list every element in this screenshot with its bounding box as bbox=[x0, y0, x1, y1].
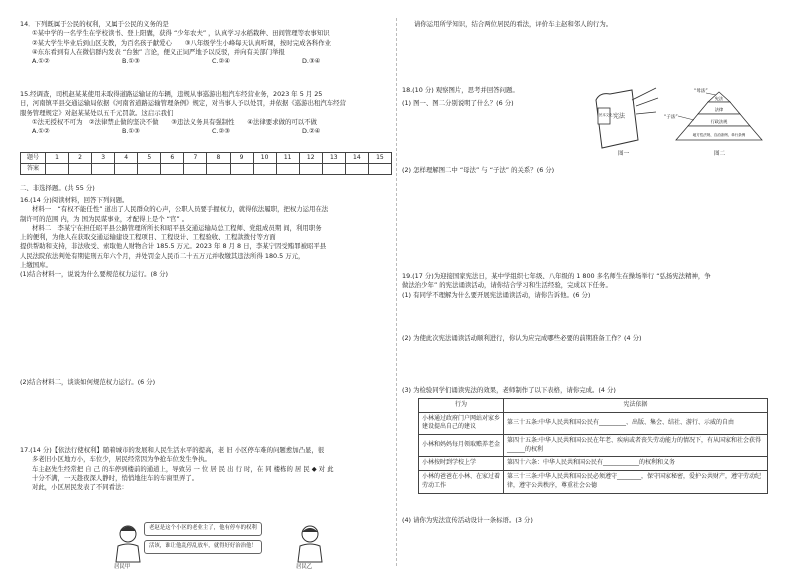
question-15 bbox=[20, 90, 392, 136]
right-column bbox=[402, 0, 774, 580]
q14-choice-b[interactable]: B.①③ bbox=[122, 57, 140, 66]
resident-b-label: 居民乙 bbox=[296, 564, 313, 570]
q15-line-3: 服务管理规定》对赵某某处以五千元罚款。这启示我们 bbox=[20, 108, 174, 117]
question-16 bbox=[20, 196, 392, 280]
answer-number: 4 bbox=[115, 153, 138, 164]
answer-cell[interactable] bbox=[115, 164, 138, 175]
q16-material-2-line-4: 人民法院依法判处有期徒刑五年六个月，并处罚金人民币二十五万元并收缴其违法所得 180.5 万元， bbox=[20, 251, 305, 260]
answer-number: 9 bbox=[230, 153, 253, 164]
q18-head: 18.(10 分) 观察图片，思考并回答问题。 bbox=[402, 86, 519, 94]
answer-cell[interactable] bbox=[92, 164, 115, 175]
q15-line-4: ①法无授权不可为 ②法律禁止做的坚决不做 ③违法义务具有强制性 ④法律要求做的可以不做 bbox=[32, 117, 317, 126]
row-action: 小林按时到学校上学 bbox=[419, 457, 504, 471]
table-row bbox=[419, 457, 768, 471]
q15-choices bbox=[20, 127, 392, 136]
q15-choice-d[interactable]: D.②④ bbox=[302, 127, 321, 136]
constitution-table-header bbox=[419, 399, 768, 413]
q14-choice-a[interactable]: A.①② bbox=[32, 57, 50, 66]
figure-1 bbox=[592, 86, 662, 158]
answer-number: 6 bbox=[161, 153, 184, 164]
q16-material-2-line-1: 材料二 李某宁在担任昭平县公路管理所所长和昭平县交通运输局总工程师、党组成员期 间，利用职务 bbox=[32, 223, 322, 232]
answer-cell[interactable] bbox=[299, 164, 322, 175]
constitution-book-icon bbox=[592, 86, 662, 150]
mother-law-label: “母法” bbox=[694, 89, 708, 94]
q17-line-2: 多老旧小区地方小，车位少，居民经常因为争抢车位发生争执。 bbox=[32, 455, 211, 464]
constitution-table bbox=[418, 398, 768, 494]
row-basis[interactable]: 第四十六条：中华人民共和国公民有____________的权利和义务 bbox=[504, 457, 768, 471]
q18-subquestion-2: (2) 怎样理解图二中 “母法” 与 “子法” 的关系？(6 分) bbox=[402, 166, 555, 174]
q17-line-4: 十分不满，一天趁夜深人静时，悄悄地往车的车窗里弄了。 bbox=[32, 473, 199, 482]
answer-cell[interactable] bbox=[276, 164, 299, 175]
answer-table-answer-row bbox=[21, 164, 392, 175]
answer-cell[interactable] bbox=[46, 164, 69, 175]
figure-2 bbox=[664, 86, 774, 160]
q15-choice-a[interactable]: A.①② bbox=[32, 127, 50, 136]
q17-illustration bbox=[110, 522, 330, 572]
header-action: 行为 bbox=[419, 399, 504, 413]
answer-cell[interactable] bbox=[207, 164, 230, 175]
q14-choice-d[interactable]: D.③④ bbox=[302, 57, 321, 66]
pyramid-tier-1-label: 宪法 bbox=[714, 96, 724, 101]
answer-cell[interactable] bbox=[161, 164, 184, 175]
law-hierarchy-pyramid bbox=[664, 86, 774, 150]
q16-material-1-line-2: 制许可的范围 内，为 国为民谋事业，才配得上是个 “官” 。 bbox=[20, 214, 189, 223]
row-basis[interactable]: 第三十五条:中华人民共和国公民有_________、出版、集会、结社、游行、示威的自由 bbox=[504, 412, 768, 434]
q17-line-3: 车主赵先生经常把 自 己 的车停到楼前的通道上，导致另 一 位 居 民 出 行 时，在 同 楼栋的 居 民 ◆ 对 此 bbox=[32, 464, 334, 473]
q14-choice-c[interactable]: C.②④ bbox=[212, 57, 230, 66]
table-row bbox=[419, 412, 768, 434]
figure-1-tag-text: 民本文化 bbox=[599, 113, 613, 117]
q16-material-2-line-5: 上缴国库。 bbox=[20, 260, 52, 269]
pyramid-tier-3-label: 行政法规 bbox=[710, 119, 728, 124]
q14-option-1: ①某中学的一名学生在学校读书、登上阳囊，获得 “少年农夫” ，认真学习水稻栽种、田间管理等农事知识 bbox=[32, 29, 330, 38]
answer-number: 14 bbox=[345, 153, 368, 164]
answer-number: 15 bbox=[368, 153, 391, 164]
answer-cell[interactable] bbox=[253, 164, 276, 175]
answer-number: 8 bbox=[207, 153, 230, 164]
answer-cell[interactable] bbox=[345, 164, 368, 175]
answer-number: 11 bbox=[276, 153, 299, 164]
answer-table-row1-head: 题号 bbox=[21, 153, 46, 164]
q15-line-1: 15.经调查，司机赵某某使用未取得道路运输证的车辆，违规从事巡游出租汽车经营业务，2023 年 5 月 25 bbox=[20, 90, 323, 98]
answer-number: 5 bbox=[138, 153, 161, 164]
q16-material-2-line-2: 上的便利，为他人在获取交通运输建设工程项目、工程设计、工程验收、工程款拨付等方面 bbox=[20, 233, 276, 242]
question-17 bbox=[20, 446, 392, 492]
q19-subquestion-2: (2) 为使此次宪法诵读活动顺利进行，你认为应完成哪些必要的前期准备工作？(4 分) bbox=[402, 334, 642, 342]
row-action: 小林的爸爸在小林、在家过着劳动工作 bbox=[419, 471, 504, 493]
q17-continued-prompt: 请你运用所学知识，结合两位居民的看法，评价车主赵和邻人的行为。 bbox=[414, 20, 613, 28]
question-19 bbox=[402, 272, 774, 300]
figure-1-label: 图一 bbox=[618, 151, 630, 157]
figure-2-label: 图二 bbox=[714, 151, 726, 157]
q16-subquestion-2: (2)结合材料二，谈谈如何规范权力运行。(6 分) bbox=[20, 378, 156, 386]
row-basis[interactable]: 第四十五条:中华人民共和国公民在年老、疾病或者丧失劳动能力的情况下，有从国家和社会获得______的权利 bbox=[504, 435, 768, 457]
table-row bbox=[419, 471, 768, 493]
q14-option-3: ④东东看到有人在微信群内发表 “台独” 言论，便义正词严地予以反驳，并向有关部门举报 bbox=[32, 47, 285, 56]
q19-line-2: 做法治少年” 的宪法诵读活动，请你结合学习和生活经验，完成以下任务。 bbox=[402, 281, 612, 290]
q15-line-2: 日，河南镇平县交通运输局依据《河南省道路运输管理条例》规定，对当事人予以处罚，并依据《巡游出租汽车经营 bbox=[20, 99, 346, 108]
column-divider bbox=[396, 18, 397, 566]
answer-table-row2-head: 答案 bbox=[21, 164, 46, 175]
answer-number: 2 bbox=[69, 153, 92, 164]
q19-subquestion-3: (3) 为检验同学们诵读宪法的效果，老师制作了以下表格，请你完成。(4 分) bbox=[402, 386, 616, 394]
q14-stem: 14．下列既属于公民的权利，又属于公民的义务的是 bbox=[20, 20, 169, 28]
answer-cell[interactable] bbox=[69, 164, 92, 175]
answer-number: 1 bbox=[46, 153, 69, 164]
header-basis: 宪法依据 bbox=[504, 399, 768, 413]
row-action: 小林通过政府门户网站对家乡建设提出自己的建议 bbox=[419, 412, 504, 434]
resident-b-speech-bubble: 活该，谁让他乱停乱放车，就得好好治治他！ bbox=[144, 540, 262, 554]
answer-cell[interactable] bbox=[230, 164, 253, 175]
question-14 bbox=[20, 20, 392, 66]
answer-cell[interactable] bbox=[368, 164, 391, 175]
answer-number: 7 bbox=[184, 153, 207, 164]
answer-number: 3 bbox=[92, 153, 115, 164]
resident-a-label: 居民甲 bbox=[114, 564, 131, 570]
left-column bbox=[20, 0, 392, 580]
q17-line-5: 对此，小区居民发表了不同看法： bbox=[32, 483, 128, 492]
answer-number: 12 bbox=[299, 153, 322, 164]
q16-subquestion-1: (1)结合材料一，说说为什么要规范权力运行。(8 分) bbox=[20, 270, 168, 279]
row-action: 小林和妈妈每月领取赡养老金 bbox=[419, 435, 504, 457]
q15-choice-c[interactable]: C.②③ bbox=[212, 127, 230, 136]
answer-number: 10 bbox=[253, 153, 276, 164]
answer-table bbox=[20, 152, 392, 175]
q15-choice-b[interactable]: B.①③ bbox=[122, 127, 140, 136]
row-basis[interactable]: 第三十三条:中华人民共和国公民必须遵守________，保守国家秘密，爱护公共财产，遵守劳动纪律，遵守公共秩序，尊重社会公德 bbox=[504, 471, 768, 493]
q18-subquestion-1: (1) 图一、图二分别说明了什么？(6 分) bbox=[402, 99, 514, 108]
q16-head: 16.(14 分)阅读材料，回答下列问题。 bbox=[20, 196, 129, 204]
q19-subquestion-1: (1) 有同学不理解为什么要开展宪法诵读活动，请你告诉他。(6 分) bbox=[402, 290, 591, 299]
pyramid-tier-4-label: 地方性法规、自治条例、单行条例 bbox=[692, 133, 746, 137]
table-row bbox=[419, 435, 768, 457]
q14-choices bbox=[20, 57, 392, 66]
q16-material-1-line-1: 材料一 “有权不能任性” 道出了人民群众的心声，公职人员要手握权力，就得依法履职，把权力运用在法 bbox=[32, 205, 329, 214]
section-2-heading: 二、非选择题。(共 55 分) bbox=[20, 184, 95, 192]
answer-table-number-row bbox=[21, 153, 392, 164]
q14-option-2: ②某大学生毕业后到山区支教，为百名孩子献爱心 ③八年级学生小峰每天认真听课，按时完成各科作业 bbox=[32, 38, 332, 47]
pyramid-tier-2-label: 法律 bbox=[714, 107, 724, 112]
answer-cell[interactable] bbox=[138, 164, 161, 175]
q19-subquestion-4: (4) 请你为宪法宣传活动设计一条标语。(3 分) bbox=[402, 516, 533, 524]
child-law-label: “子法” bbox=[664, 115, 678, 120]
resident-a-speech-bubble: 老赵是这个小区的老业主了，他有停车的权利 bbox=[144, 522, 262, 536]
figure-1-book-text: 宪法 bbox=[613, 113, 626, 120]
q17-line-1: 17.(14 分)【依法行使权利】随着城市的发展和人民生活水平的提高，老 旧 小区停车难的问题愈加凸显，很 bbox=[20, 446, 325, 454]
answer-cell[interactable] bbox=[184, 164, 207, 175]
q16-material-2-line-3: 提供帮助和支持，非法收受、索取他人财物合计 185.5 万元。2023 年 8 月 8 日，李某宁因受贿罪被昭平县 bbox=[20, 242, 327, 251]
answer-number: 13 bbox=[322, 153, 345, 164]
answer-cell[interactable] bbox=[322, 164, 345, 175]
q19-line-1: 19.(17 分)为迎接国家宪法日，某中学组织七年级、八年级的 1 800 多名师生在操场举行 “弘扬宪法精神，争 bbox=[402, 272, 711, 280]
